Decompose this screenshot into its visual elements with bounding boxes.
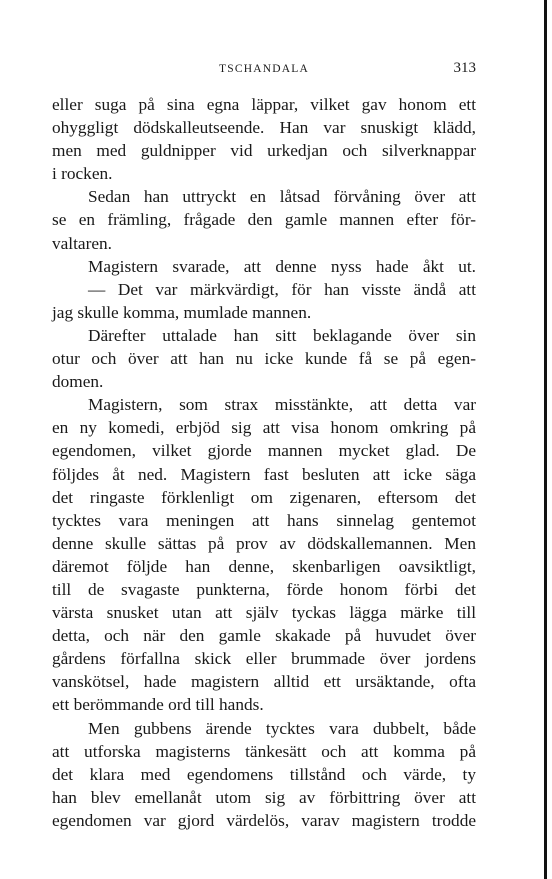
text-line: otur och över att han nu icke kunde få se på egen- — [52, 349, 476, 369]
paragraph — [52, 324, 476, 393]
text-line: Magistern svarade, att denne nyss hade åkt ut. — [88, 256, 476, 276]
text-line: det ringaste förklenligt om zigenaren, eftersom det — [52, 487, 476, 507]
body-text — [52, 93, 476, 832]
text-line: gårdens förfallna skick eller brummade över jordens — [52, 649, 476, 669]
text-line: egendomen, vilket gjorde mannen mycket glad. De — [52, 441, 476, 461]
text-line: Därefter uttalade han sitt beklagande över sin — [88, 325, 476, 345]
text-line: denne skulle sättas på prov av dödskallemannen. Men — [52, 533, 476, 553]
text-line: vanskötsel, hade magistern alltid ett ursäktande, ofta — [52, 672, 476, 692]
page-header — [52, 60, 476, 80]
running-title: TSCHANDALA — [219, 63, 309, 75]
text-line: i rocken. — [52, 164, 113, 184]
paragraph — [52, 393, 476, 716]
text-line: se en främling, frågade den gamle mannen efter för- — [52, 210, 476, 230]
text-line: en ny komedi, erbjöd sig att visa honom omkring på — [52, 418, 476, 438]
text-line: värsta snusket utan att själv tyckas lägga märke till — [52, 603, 476, 623]
text-line: ett berömmande ord till hands. — [52, 695, 264, 715]
page-number: 313 — [453, 60, 476, 76]
text-line: det klara med egendomens tillstånd och värde, ty — [52, 764, 476, 784]
text-line: — Det var märkvärdigt, för han visste ändå att — [88, 279, 476, 299]
text-line: tycktes vara meningen att hans sinnelag gentemot — [52, 510, 476, 530]
text-line: till de svagaste punkterna, förde honom förbi det — [52, 579, 476, 599]
paragraph — [52, 255, 476, 278]
text-line: däremot följde han denne, skenbarligen oavsiktligt, — [52, 556, 476, 576]
text-line: han blev emellanåt utom sig av förbittring över att — [52, 787, 476, 807]
text-line: Men gubbens ärende tycktes vara dubbelt, både — [88, 718, 476, 738]
text-line: domen. — [52, 372, 104, 392]
text-line: men med guldnipper vid urkedjan och silverknappar — [52, 141, 476, 161]
paragraph — [52, 93, 476, 185]
text-line: att utforska magisterns tänkesätt och att komma på — [52, 741, 476, 761]
text-line: Magistern, som strax misstänkte, att detta var — [88, 395, 476, 415]
text-line: jag skulle komma, mumlade mannen. — [52, 302, 312, 322]
page-edge-divider — [544, 0, 547, 879]
paragraph — [52, 185, 476, 254]
text-line: detta, och när den gamle skakade på huvudet över — [52, 626, 476, 646]
text-line: följdes åt ned. Magistern fast besluten att icke säga — [52, 464, 476, 484]
text-line: Sedan han uttryckt en låtsad förvåning över att — [88, 187, 476, 207]
text-line: eller suga på sina egna läppar, vilket gav honom ett — [52, 95, 476, 114]
text-line: valtaren. — [52, 233, 112, 253]
paragraph — [52, 278, 476, 324]
text-line: egendomen var gjord värdelös, varav magistern trodde — [52, 810, 476, 830]
paragraph — [52, 717, 476, 832]
text-line: ohyggligt dödskalleutseende. Han var snuskigt klädd, — [52, 118, 476, 138]
